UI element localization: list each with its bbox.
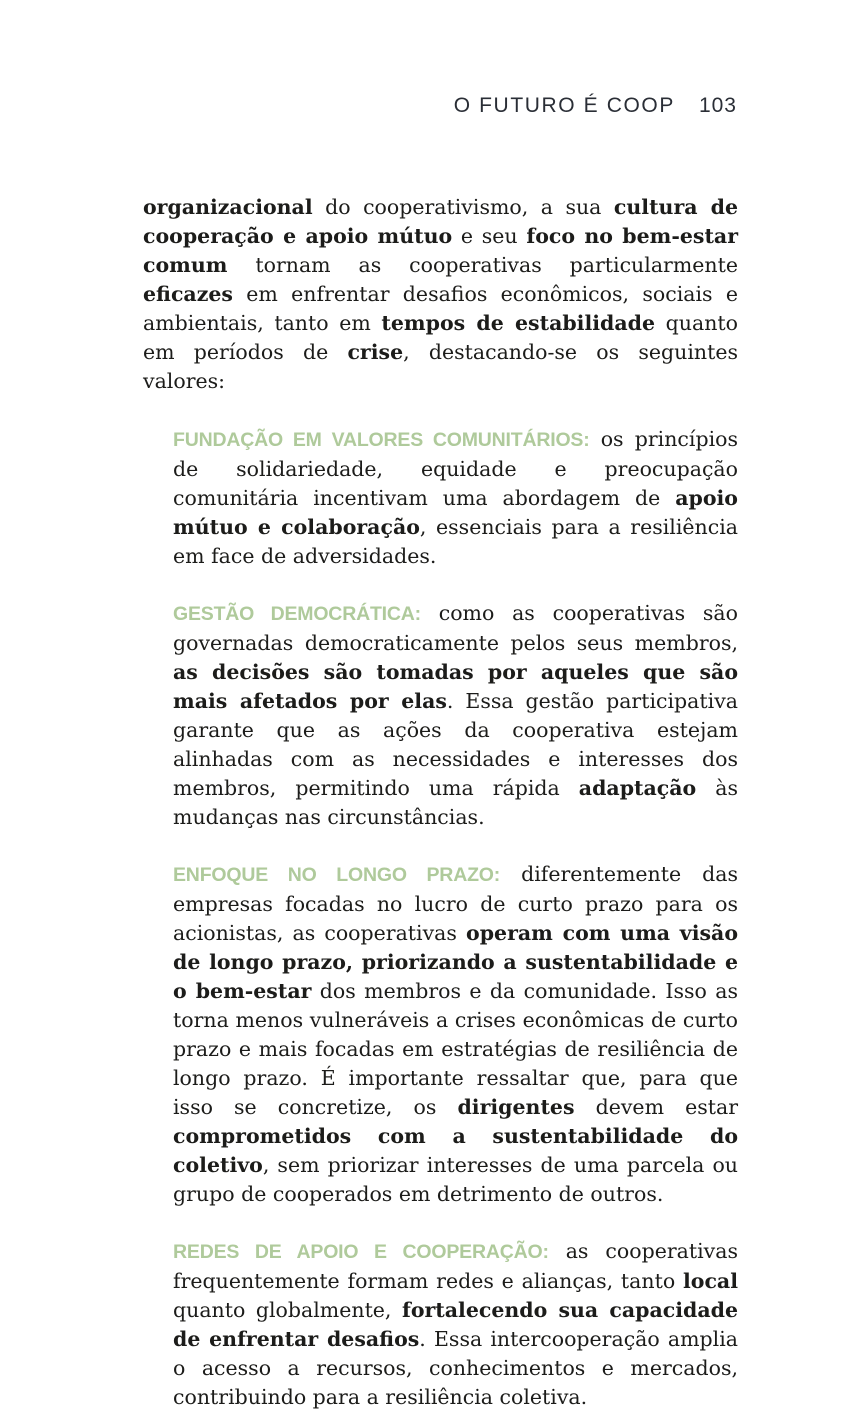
text-run: do cooperativismo, a sua [312,195,614,219]
bold-text-run: organizacional [143,195,313,219]
bold-text-run: tempos de estabilidade [381,311,656,335]
text-run: os princípios de solidariedade, equidade e preocupação comunitária incentivam uma abordagem de [173,427,739,510]
value-item-democratic-management [173,599,738,832]
text-run: como as cooperativas são governadas democraticamente pelos seus membros, [173,601,738,655]
bold-text-run: local [682,1269,738,1293]
chapter-title: O FUTURO É COOP [453,94,675,117]
bold-text-run: foco no bem-estar comum [143,224,739,277]
text-run: às mudanças nas circunstâncias. [173,776,738,829]
text-run: e seu [452,224,527,248]
text-run: em enfrentar desafios econômicos, sociais e ambientais, tanto em [143,282,738,335]
text-run: devem estar [574,1095,738,1119]
value-item-long-term-focus [173,860,738,1209]
text-run: tornam as cooperativas particularmente [227,253,738,277]
text-run: as cooperativas frequentemente formam redes e alianças, tanto [173,1239,738,1293]
bold-text-run: crise [347,340,404,364]
value-heading-democratic-management: GESTÃO DEMOCRÁTICA: [173,603,421,625]
text-run: quanto em períodos de [143,311,738,364]
bold-text-run: apoio mútuo e colaboração [173,486,738,539]
value-text-long-term-focus [173,862,738,1206]
value-heading-community-values: FUNDAÇÃO EM VALORES COMUNITÁRIOS: [173,429,590,451]
bold-text-run: eficazes [143,282,233,306]
running-header [454,94,737,118]
text-run: . Essa intercooperação amplia o acesso a recursos, conhecimentos e mercados, contribuindo para a resiliência coletiva. [173,1327,738,1409]
values-list [143,425,738,1412]
text-run: . Essa gestão participativa garante que as ações da cooperativa estejam alinhadas com as necessidades e interesses dos membros, permitindo uma rápida [173,689,738,800]
bold-text-run: fortalecendo sua capacidade de enfrentar desafios [173,1298,738,1351]
intro-paragraph [143,193,738,396]
value-item-support-networks [173,1237,738,1412]
bold-text-run: comprometidos com a sustentabilidade do coletivo [173,1124,738,1177]
bold-text-run: cultura de cooperação e apoio mútuo [143,195,739,248]
text-run: diferentemente das empresas focadas no lucro de curto prazo para os acionistas, as cooperativas [173,862,738,945]
page-content [143,193,738,1412]
text-run: dos membros e da comunidade. Isso as torna menos vulneráveis a crises econômicas de curto prazo e mais focadas em estratégias de resiliência de longo prazo. É importante ressaltar que, para que isso se concretize, os [173,979,738,1119]
page-number: 103 [698,94,737,117]
bold-text-run: dirigentes [457,1095,575,1119]
text-run: , destacando-se os seguintes valores: [143,340,738,393]
value-text-support-networks [173,1239,738,1409]
text-run: quanto globalmente, [173,1298,402,1322]
bold-text-run: operam com uma visão de longo prazo, priorizando a sustentabilidade e o bem-estar [173,921,738,1003]
bold-text-run: adaptação [578,776,697,800]
text-run: , sem priorizar interesses de uma parcela ou grupo de cooperados em detrimento de outros. [173,1153,738,1206]
bold-text-run: as decisões são tomadas por aqueles que são mais afetados por elas [173,660,738,713]
value-heading-support-networks: REDES DE APOIO E COOPERAÇÃO: [173,1241,549,1263]
value-text-democratic-management [173,601,738,829]
text-run: , essenciais para a resiliência em face de adversidades. [173,515,738,568]
value-heading-long-term-focus: ENFOQUE NO LONGO PRAZO: [173,864,501,886]
value-item-community-values [173,425,738,571]
